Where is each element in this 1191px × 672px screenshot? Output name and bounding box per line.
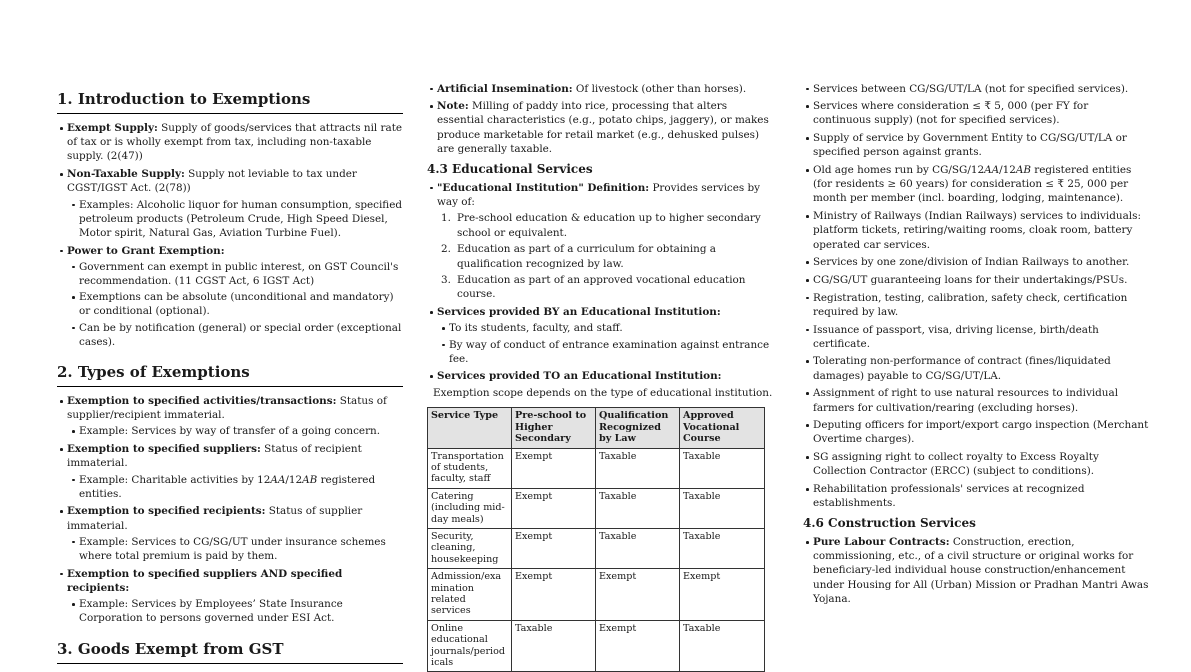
item-text: Example: Services by Employees’ State Insurance Corporation to persons governed under ESI Act. <box>79 598 343 625</box>
table-cell: Catering (including mid-day meals) <box>428 488 512 528</box>
item-text: Old age homes run by CG/SG/12AA/12AB registered entities (for residents ≥ 60 years) for consideration ≤ ₹ 25, 000 per month per member (incl. boarding, lodging, maintenance). <box>813 164 1132 205</box>
bullet-icon <box>803 323 813 332</box>
list-item <box>803 82 1149 96</box>
item-text: Rehabilitation professionals' services at recognized establishments. <box>813 483 1085 510</box>
bullet-icon <box>803 418 813 427</box>
item-text: Construction, erection, commissioning, etc., of a civil structure or original works for beneficiary-led individual house construction/enhancement under Housing for All (Urban) Mission or Pradhan Mantri Awas Yojana. <box>813 535 1149 605</box>
bullet-icon <box>69 473 79 482</box>
item-text: Government can exempt in public interest, on GST Council's recommendation. (11 CGST Act, 6 IGST Act) <box>79 260 399 288</box>
bullet-icon <box>803 131 813 140</box>
table-cell: Security, cleaning, housekeeping <box>428 529 512 569</box>
table-cell: Transportation of students, faculty, staff <box>428 448 512 488</box>
bullet-icon <box>803 354 813 363</box>
item-text: CG/SG/UT guaranteeing loans for their undertakings/PSUs. <box>813 273 1128 286</box>
list-item-text <box>449 338 773 366</box>
bullet-icon <box>57 167 67 176</box>
bullet-icon <box>803 82 813 91</box>
list-item-text <box>449 321 773 335</box>
item-text: Supply not leviable to tax under CGST/IGST Act. (2(78)) <box>67 168 357 195</box>
table-cell: Taxable <box>680 620 765 672</box>
item-lead: Pure Labour Contracts: <box>813 535 950 548</box>
item-text: Ministry of Railways (Indian Railways) services to individuals: platform tickets, retiring/waiting rooms, cloak room, battery operated car services. <box>813 210 1141 251</box>
list-item <box>57 121 403 164</box>
table-cell: Admission/examination related services <box>428 569 512 621</box>
list-item <box>69 198 403 241</box>
item-text: Services between CG/SG/UT/LA (not for specified services). <box>813 82 1129 95</box>
item-lead: Exemption to specified suppliers: <box>67 443 261 456</box>
list-item <box>69 260 403 288</box>
subsection-heading: 4.6 Construction Services <box>803 516 976 531</box>
table-row <box>428 448 765 488</box>
column-2 <box>427 78 773 672</box>
bullet-icon <box>69 290 79 299</box>
item-text: Pre-school education & education up to higher secondary school or equivalent. <box>457 212 761 239</box>
bullet-icon <box>57 394 67 403</box>
list-item <box>803 354 1149 382</box>
list-item-text <box>813 482 1149 510</box>
list-item <box>803 131 1149 159</box>
bullet-icon <box>427 99 437 108</box>
list-item <box>427 99 773 156</box>
bullet-icon <box>803 386 813 395</box>
table-cell: Exempt <box>680 569 765 621</box>
item-lead: Services provided TO an Educational Institution: <box>437 370 722 383</box>
table-row <box>428 620 765 672</box>
list-item-text <box>813 255 1149 269</box>
bullet-icon <box>69 535 79 544</box>
table-header-cell: Qualification Recognized by Law <box>596 408 680 448</box>
ordered-list-item <box>441 211 773 239</box>
list-item-text <box>813 450 1149 478</box>
bullet-icon <box>69 321 79 330</box>
education-services-table <box>427 407 765 672</box>
item-text: Milling of paddy into rice, processing that alters essential characteristics (e.g., potato chips, jaggery), or makes produce marketable for retail market (e.g., dehusked pulses) are generally taxable. <box>437 100 769 155</box>
list-item-text <box>813 163 1149 206</box>
list-item <box>803 418 1149 446</box>
list-item-text <box>79 290 403 318</box>
table-cell: Taxable <box>680 488 765 528</box>
item-lead: Exemption to specified activities/transactions: <box>67 395 337 408</box>
list-item-text <box>813 291 1149 319</box>
item-text: To its students, faculty, and staff. <box>449 322 623 335</box>
table-cell: Exempt <box>596 620 680 672</box>
table-cell: Exempt <box>512 488 596 528</box>
table-row <box>428 488 765 528</box>
list-item <box>57 504 403 532</box>
list-item-text <box>67 442 403 470</box>
table-cell: Taxable <box>512 620 596 672</box>
list-item <box>803 255 1149 269</box>
table-cell: Exempt <box>512 448 596 488</box>
table-row <box>428 569 765 621</box>
item-lead: Non-Taxable Supply: <box>67 168 185 181</box>
list-item <box>69 321 403 349</box>
list-item-text <box>813 273 1149 287</box>
item-text: Example: Services by way of transfer of a going concern. <box>79 425 381 438</box>
list-item-text <box>437 99 773 156</box>
bullet-icon <box>57 504 67 513</box>
list-item <box>57 167 403 195</box>
item-text: Of livestock (other than horses). <box>575 82 747 95</box>
section-heading: 1. Introduction to Exemptions <box>57 90 403 114</box>
list-item <box>427 82 773 96</box>
list-item <box>803 386 1149 414</box>
list-item-text <box>813 209 1149 252</box>
list-item <box>439 321 773 335</box>
list-item-text <box>79 260 403 288</box>
item-lead: Power to Grant Exemption: <box>67 244 225 257</box>
item-text: SG assigning right to collect royalty to Excess Royalty Collection Contractor (ERCC) (subject to conditions). <box>813 451 1099 478</box>
bullet-icon <box>803 273 813 282</box>
list-number: 1. <box>441 212 451 225</box>
list-item-text <box>79 321 403 349</box>
bullet-icon <box>803 291 813 300</box>
list-item <box>427 305 773 319</box>
section-heading: 2. Types of Exemptions <box>57 363 403 387</box>
section-heading: 3. Goods Exempt from GST <box>57 640 403 664</box>
list-item-text <box>79 597 403 625</box>
table-header-cell: Pre-school to Higher Secondary <box>512 408 596 448</box>
list-item <box>803 209 1149 252</box>
table-cell: Exempt <box>512 529 596 569</box>
table-cell: Taxable <box>680 448 765 488</box>
list-item <box>803 535 1149 606</box>
item-text: Services where consideration ≤ ₹ 5, 000 (per FY for continuous supply) (not for specified services). <box>813 100 1089 127</box>
list-item-text <box>67 394 403 422</box>
list-item-text <box>813 82 1149 96</box>
list-item-text <box>67 567 403 595</box>
item-text: Supply of goods/services that attracts nil rate of tax or is wholly exempt from tax, including non-taxable supply. (2(47)) <box>67 122 403 163</box>
list-item-text <box>813 99 1149 127</box>
list-item <box>57 442 403 470</box>
item-text: Provides services by way of: <box>437 181 761 208</box>
list-item <box>69 535 403 563</box>
list-item-text <box>813 386 1149 414</box>
bullet-icon <box>427 305 437 314</box>
bullet-icon <box>69 198 79 207</box>
item-lead: Note: <box>437 100 469 113</box>
table-header-cell: Approved Vocational Course <box>680 408 765 448</box>
list-item <box>803 450 1149 478</box>
list-item-text <box>67 504 403 532</box>
item-text: Deputing officers for import/export cargo inspection (Merchant Overtime charges). <box>813 419 1149 446</box>
list-item-text <box>813 131 1149 159</box>
table-cell: Taxable <box>680 529 765 569</box>
list-item-text <box>437 181 773 209</box>
item-lead: "Educational Institution" Definition: <box>437 181 650 194</box>
list-item <box>69 597 403 625</box>
table-cell: Taxable <box>596 448 680 488</box>
list-item-text <box>437 82 773 96</box>
table-cell: Taxable <box>596 488 680 528</box>
list-item <box>439 338 773 366</box>
ordered-list-item <box>441 242 773 270</box>
list-item <box>803 163 1149 206</box>
item-text: Examples: Alcoholic liquor for human consumption, specified petroleum products (Petroleum Crude, High Speed Diesel, Motor spirit, Natural Gas, Aviation Turbine Fuel). <box>79 198 403 239</box>
bullet-icon <box>427 369 437 378</box>
item-text: Tolerating non-performance of contract (fines/liquidated damages) payable to CG/SG/UT/LA. <box>813 355 1111 382</box>
list-number: 2. <box>441 243 451 256</box>
list-item-text <box>813 323 1149 351</box>
item-text: By way of conduct of entrance examination against entrance fee. <box>449 338 770 365</box>
bullet-icon <box>69 424 79 433</box>
bullet-icon <box>803 209 813 218</box>
column-1 <box>57 78 403 671</box>
list-item-text <box>813 418 1149 446</box>
item-text: Education as part of an approved vocational education course. <box>457 274 746 301</box>
paragraph: Exemption scope depends on the type of educational institution. <box>433 387 773 400</box>
item-text: Status of recipient immaterial. <box>67 443 362 470</box>
list-item <box>69 290 403 318</box>
table-header-row <box>428 408 765 448</box>
bullet-icon <box>803 163 813 172</box>
bullet-icon <box>427 82 437 91</box>
item-lead: Exemption to specified recipients: <box>67 505 266 518</box>
list-item <box>803 482 1149 510</box>
bullet-icon <box>69 260 79 269</box>
list-item <box>803 99 1149 127</box>
bullet-icon <box>57 442 67 451</box>
list-item-text <box>813 535 1149 606</box>
item-text: Exemptions can be absolute (unconditional and mandatory) or conditional (optional). <box>79 291 394 318</box>
list-item-text <box>437 305 773 319</box>
table-row <box>428 529 765 569</box>
bullet-icon <box>803 255 813 264</box>
bullet-icon <box>57 244 67 253</box>
column-3 <box>803 78 1149 606</box>
list-item <box>69 473 403 501</box>
item-text: Assignment of right to use natural resources to individual farmers for cultivation/rearing (excluding horses). <box>813 387 1119 414</box>
list-item <box>427 181 773 209</box>
table-cell: Exempt <box>512 569 596 621</box>
bullet-icon <box>57 567 67 576</box>
item-text: Registration, testing, calibration, safety check, certification required by law. <box>813 291 1128 318</box>
list-item-text <box>79 535 403 563</box>
bullet-icon <box>439 321 449 330</box>
item-text: Example: Services to CG/SG/UT under insurance schemes where total premium is paid by them. <box>79 535 386 563</box>
bullet-icon <box>803 99 813 108</box>
list-item-text <box>813 354 1149 382</box>
list-item <box>57 394 403 422</box>
list-number: 3. <box>441 274 451 287</box>
list-item <box>57 567 403 595</box>
list-item-text <box>67 121 403 164</box>
list-item <box>803 273 1149 287</box>
list-item-text <box>79 198 403 241</box>
item-text: Status of supplier/recipient immaterial. <box>67 395 387 422</box>
list-item-text <box>67 244 403 258</box>
list-item <box>427 369 773 383</box>
table-cell: Taxable <box>596 529 680 569</box>
item-text: Supply of service by Government Entity to CG/SG/UT/LA or specified person against grants. <box>813 132 1127 159</box>
ordered-list-item <box>441 273 773 301</box>
list-item <box>803 291 1149 319</box>
item-text: Issuance of passport, visa, driving license, birth/death certificate. <box>813 323 1099 350</box>
table-header-cell: Service Type <box>428 408 512 448</box>
item-text: Can be by notification (general) or special order (exceptional cases). <box>79 321 402 348</box>
list-item <box>69 424 403 438</box>
bullet-icon <box>803 482 813 491</box>
list-item-text <box>67 167 403 195</box>
item-text: Status of supplier immaterial. <box>67 505 363 532</box>
table-cell: Exempt <box>596 569 680 621</box>
list-item-text <box>437 369 773 383</box>
item-text: Education as part of a curriculum for obtaining a qualification recognized by law. <box>457 243 716 270</box>
bullet-icon <box>69 597 79 606</box>
bullet-icon <box>803 450 813 459</box>
item-lead: Exempt Supply: <box>67 122 158 134</box>
subsection-heading: 4.3 Educational Services <box>427 162 593 177</box>
bullet-icon <box>57 121 67 130</box>
list-item-text <box>79 424 403 438</box>
bullet-icon <box>803 535 813 544</box>
list-item-text <box>79 473 403 501</box>
bullet-icon <box>439 338 449 347</box>
item-lead: Artificial Insemination: <box>437 82 573 95</box>
item-lead: Exemption to specified suppliers AND specified recipients: <box>67 567 343 594</box>
table-cell: Online educational journals/periodicals <box>428 620 512 672</box>
item-text: Example: Charitable activities by 12AA/12AB registered entities. <box>79 473 376 500</box>
item-lead: Services provided BY an Educational Institution: <box>437 306 721 319</box>
item-text: Services by one zone/division of Indian Railways to another. <box>813 256 1130 269</box>
list-item <box>57 244 403 258</box>
bullet-icon <box>427 181 437 190</box>
list-item <box>803 323 1149 351</box>
